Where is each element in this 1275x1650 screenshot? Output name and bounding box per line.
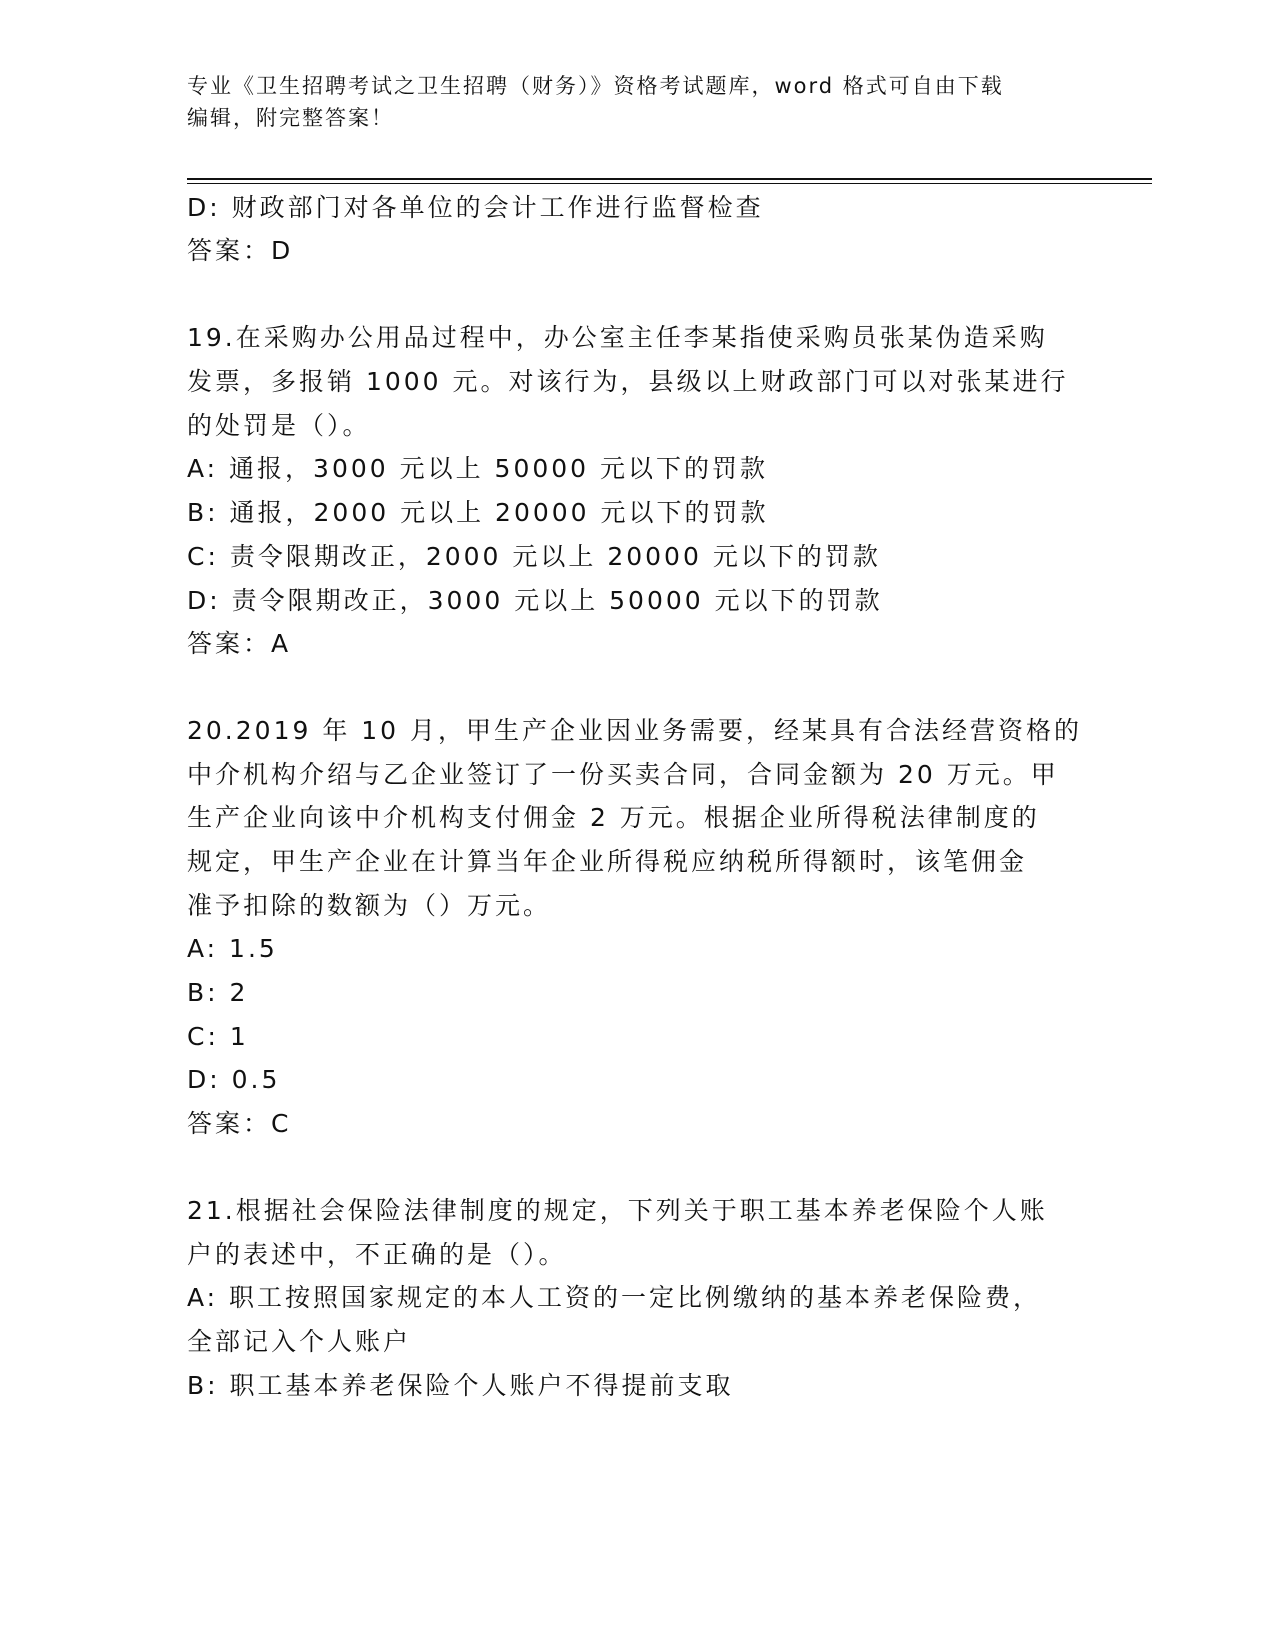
q19-stem-line-3: 的处罚是（）。 xyxy=(187,411,371,440)
q20-option-c: C: 1 xyxy=(187,1022,249,1051)
q21-stem-line-2: 户的表述中，不正确的是（）。 xyxy=(187,1240,567,1269)
q19-option-a: A: 通报，3000 元以上 50000 元以下的罚款 xyxy=(187,454,769,483)
prev-option-d: D: 财政部门对各单位的会计工作进行监督检查 xyxy=(187,193,764,222)
q20-stem-line-5: 准予扣除的数额为（）万元。 xyxy=(187,891,552,920)
header-line-2: 编辑，附完整答案！ xyxy=(187,106,394,130)
q19-option-d: D: 责令限期改正，3000 元以上 50000 元以下的罚款 xyxy=(187,586,883,615)
q20-option-b: B: 2 xyxy=(187,978,249,1007)
document-header xyxy=(187,70,1067,134)
q19-stem-line-2: 发票，多报销 1000 元。对该行为，县级以上财政部门可以对张某进行 xyxy=(187,367,1069,396)
prev-answer: 答案：D xyxy=(187,236,294,265)
q19-answer: 答案：A xyxy=(187,629,292,658)
q20-answer: 答案：C xyxy=(187,1109,292,1138)
q20-stem-line-1: 20.2019 年 10 月，甲生产企业因业务需要，经某具有合法经营资格的 xyxy=(187,716,1083,745)
q20-option-d: D: 0.5 xyxy=(187,1065,281,1094)
q20-stem-line-3: 生产企业向该中介机构支付佣金 2 万元。根据企业所得税法律制度的 xyxy=(187,803,1040,832)
header-line-1: 专业《卫生招聘考试之卫生招聘（财务）》资格考试题库，word 格式可自由下载 xyxy=(187,74,1004,98)
q20-stem-line-4: 规定，甲生产企业在计算当年企业所得税应纳税所得额时，该笔佣金 xyxy=(187,847,1028,876)
q21-stem-line-1: 21.根据社会保险法律制度的规定，下列关于职工基本养老保险个人账 xyxy=(187,1196,1048,1225)
q21-option-b: B: 职工基本养老保险个人账户不得提前支取 xyxy=(187,1371,734,1400)
header-divider-thick xyxy=(187,178,1152,180)
header-divider-thin xyxy=(187,183,1152,184)
q19-option-c: C: 责令限期改正，2000 元以上 20000 元以下的罚款 xyxy=(187,542,881,571)
q21-option-a-line-1: A: 职工按照国家规定的本人工资的一定比例缴纳的基本养老保险费， xyxy=(187,1283,1042,1312)
q19-stem-line-1: 19.在采购办公用品过程中，办公室主任李某指使采购员张某伪造采购 xyxy=(187,323,1048,352)
q20-option-a: A: 1.5 xyxy=(187,934,278,963)
q20-stem-line-2: 中介机构介绍与乙企业签订了一份买卖合同，合同金额为 20 万元。甲 xyxy=(187,760,1059,789)
q19-option-b: B: 通报，2000 元以上 20000 元以下的罚款 xyxy=(187,498,769,527)
q21-option-a-line-2: 全部记入个人账户 xyxy=(187,1327,412,1356)
